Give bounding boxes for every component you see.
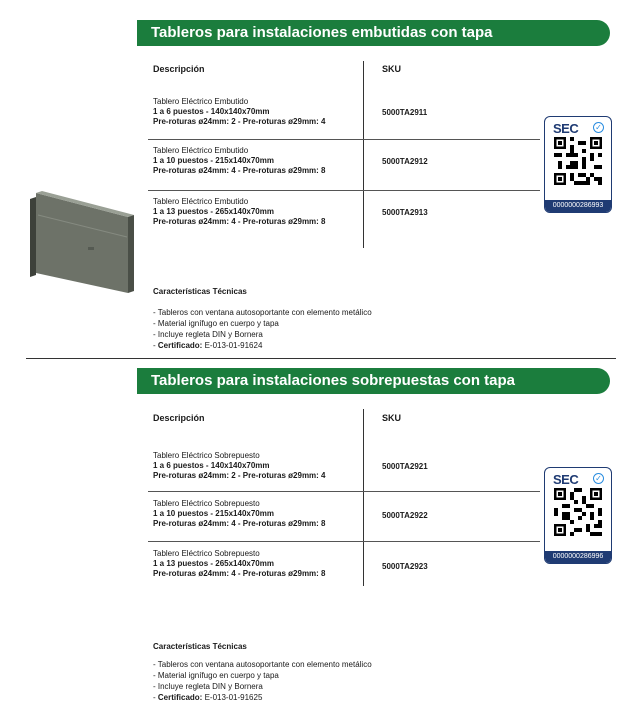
sec-certification-badge [544,116,612,213]
row-size: 1 a 6 puestos - 140x140x70mm [153,107,270,116]
col-header-description: Descripción [153,64,205,74]
table-row [153,499,326,529]
row-size: 1 a 13 puestos - 265x140x70mm [153,559,274,568]
feature-certificate: - Certificado: E-013-01-91624 [153,341,263,350]
row-sku: 5000TA2911 [382,108,428,117]
feature-item: - Tableros con ventana autosoportante con elemento metálico [153,660,372,669]
table-row [153,97,326,127]
product-image-panel [28,185,143,300]
row-size: 1 a 10 puestos - 215x140x70mm [153,156,274,165]
check-icon: ✓ [593,473,604,484]
row-sku: 5000TA2913 [382,208,428,217]
row-name: Tablero Eléctrico Sobrepuesto [153,549,260,558]
feature-item: - Incluye regleta DIN y Bornera [153,330,263,339]
row-sku: 5000TA2912 [382,157,428,166]
section-divider [26,358,616,359]
features-list [153,659,372,703]
table-column-divider [363,61,364,248]
section-2-title: Tableros para instalaciones sobrepuestas con tapa [137,368,610,394]
row-knockouts: Pre-roturas ø24mm: 4 - Pre-roturas ø29mm: 8 [153,519,326,528]
features-list [153,307,372,351]
row-knockouts: Pre-roturas ø24mm: 2 - Pre-roturas ø29mm: 4 [153,117,326,126]
row-knockouts: Pre-roturas ø24mm: 4 - Pre-roturas ø29mm: 8 [153,569,326,578]
features-title: Características Técnicas [153,287,247,296]
features-title: Características Técnicas [153,642,247,651]
row-divider [148,541,540,542]
qr-code-icon [554,137,602,185]
feature-certificate: - Certificado: E-013-01-91625 [153,693,263,702]
feature-item: - Tableros con ventana autosoportante con elemento metálico [153,308,372,317]
row-name: Tablero Eléctrico Sobrepuesto [153,451,260,460]
qr-code-icon [554,488,602,536]
col-header-description: Descripción [153,413,205,423]
table-row [153,549,326,579]
sec-code: 0000000286993 [545,200,611,212]
row-sku: 5000TA2922 [382,511,428,520]
table-row [153,197,326,227]
row-knockouts: Pre-roturas ø24mm: 4 - Pre-roturas ø29mm: 8 [153,217,326,226]
col-header-sku: SKU [382,413,402,423]
feature-item: - Incluye regleta DIN y Bornera [153,682,263,691]
row-size: 1 a 6 puestos - 140x140x70mm [153,461,270,470]
row-name: Tablero Eléctrico Embutido [153,197,249,206]
row-sku: 5000TA2923 [382,562,428,571]
row-name: Tablero Eléctrico Embutido [153,146,249,155]
row-sku: 5000TA2921 [382,462,428,471]
row-name: Tablero Eléctrico Sobrepuesto [153,499,260,508]
row-size: 1 a 13 puestos - 265x140x70mm [153,207,274,216]
feature-item: - Material ignífugo en cuerpo y tapa [153,671,279,680]
feature-item: - Material ignífugo en cuerpo y tapa [153,319,279,328]
row-divider [148,190,540,191]
row-divider [148,139,540,140]
row-name: Tablero Eléctrico Embutido [153,97,249,106]
table-row [153,146,326,176]
row-knockouts: Pre-roturas ø24mm: 4 - Pre-roturas ø29mm: 8 [153,166,326,175]
row-knockouts: Pre-roturas ø24mm: 2 - Pre-roturas ø29mm: 4 [153,471,326,480]
col-header-sku: SKU [382,64,402,74]
sec-logo: SEC [553,472,579,487]
table-column-divider [363,409,364,586]
check-icon: ✓ [593,122,604,133]
section-1-title: Tableros para instalaciones embutidas con tapa [137,20,610,46]
table-row [153,451,326,481]
row-size: 1 a 10 puestos - 215x140x70mm [153,509,274,518]
sec-code: 0000000286996 [545,551,611,563]
row-divider [148,491,540,492]
sec-certification-badge [544,467,612,564]
sec-logo: SEC [553,121,579,136]
